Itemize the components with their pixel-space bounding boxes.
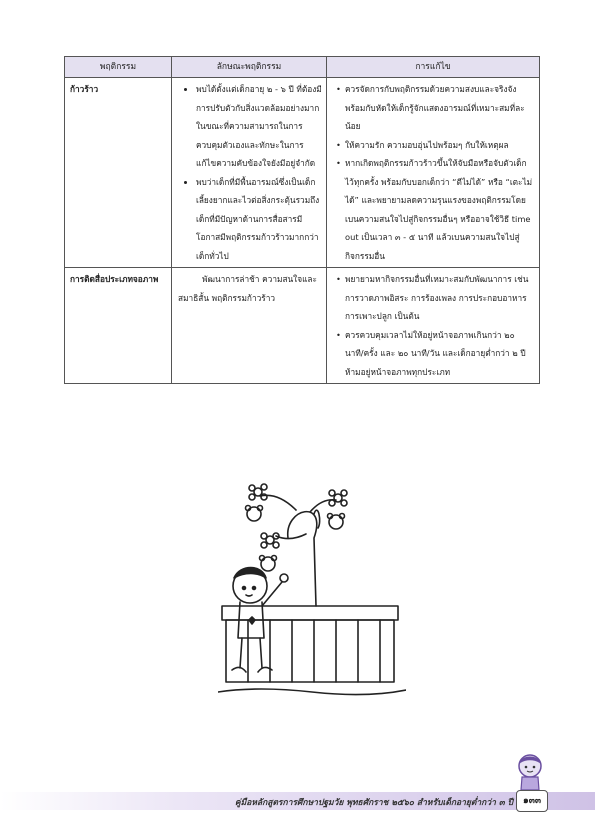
solution-item: • ให้ความรัก ความอบอุ่นไปพร้อมๆ กับให้เหตุผล xyxy=(345,136,535,155)
header-solutions: การแก้ไข xyxy=(327,57,540,78)
solution-item: • ควรควบคุมเวลาไม่ให้อยู่หน้าจอภาพเกินกว่า ๒๐ นาที/ครั้ง และ ๒๐ นาที/วัน และเด็กอายุต่ำกว่า ๒ ปี ห้ามอยู่หน้าจอภาพทุกประเภท xyxy=(345,326,535,382)
behavior-cell: ก้าวร้าว xyxy=(65,78,172,268)
characteristics-item: • พบได้ตั้งแต่เด็กอายุ ๒ - ๖ ปี ที่ต้องมีการปรับตัวกับสิ่งแวดล้อมอย่างมากในขณะที่ความสามารถในการควบคุมตัวเองและทักษะในการแก้ไขความคับข้องใจยังมีอยู่จำกัด xyxy=(196,80,322,173)
header-behavior: พฤติกรรม xyxy=(65,57,172,78)
header-characteristics: ลักษณะพฤติกรรม xyxy=(172,57,327,78)
footer-title: คู่มือหลักสูตรการศึกษาปฐมวัย พุทธศักราช ๒๕๖๐ สำหรับเด็กอายุต่ำกว่า ๓ ปี xyxy=(234,798,513,808)
characteristics-cell xyxy=(172,268,327,384)
behavior-cell: การติดสื่อประเภทจอภาพ xyxy=(65,268,172,384)
solution-item: • ควรจัดการกับพฤติกรรมด้วยความสงบและจริงจัง พร้อมกับหัดให้เด็กรู้จักแสดงอารมณ์ที่เหมาะสมที่ละน้อย xyxy=(345,80,535,136)
solutions-cell xyxy=(327,78,540,268)
table-header-row xyxy=(65,57,540,78)
table-row xyxy=(65,78,540,268)
page-number: ๑๓๓ xyxy=(516,790,548,812)
behavior-table xyxy=(64,56,540,384)
characteristics-cell xyxy=(172,78,327,268)
mascot-child-icon xyxy=(513,752,547,792)
table-row xyxy=(65,268,540,384)
solution-item: • หากเกิดพฤติกรรมก้าวร้าวขึ้นให้จับมือหรือจับตัวเด็กไว้ทุกครั้ง พร้อมกับบอกเด็กว่า “ตีไม่ได้” หรือ “เตะไม่ได้” และพยายามลดความรุนแรงของพฤติกรรมโดยเบนความสนใจไปสู่กิจกรรมอื่นๆ หรืออาจใช้วิธี time out เป็นเวลา ๓ - ๕ นาที แล้วเบนความสนใจไปสู่กิจกรรมอื่น xyxy=(345,154,535,265)
child-climbing-fence-flowers-illustration xyxy=(218,478,406,698)
characteristics-text: พัฒนาการล่าช้า ความสนใจและสมาธิสั้น พฤติกรรมก้าวร้าว xyxy=(178,274,317,303)
solutions-cell xyxy=(327,268,540,384)
solution-item: • พยายามหากิจกรรมอื่นที่เหมาะสมกับพัฒนาการ เช่น การวาดภาพอิสระ การร้องเพลง การประกอบอาหาร การเพาะปลูก เป็นต้น xyxy=(345,270,535,326)
characteristics-item: • พบว่าเด็กที่มีพื้นอารมณ์ซึ่งเป็นเด็กเลี้ยงยากและไวต่อสิ่งกระตุ้นรวมถึงเด็กที่มีปัญหาด้านการสื่อสารมีโอกาสมีพฤติกรรมก้าวร้าวมากกว่าเด็กทั่วไป xyxy=(196,173,322,266)
